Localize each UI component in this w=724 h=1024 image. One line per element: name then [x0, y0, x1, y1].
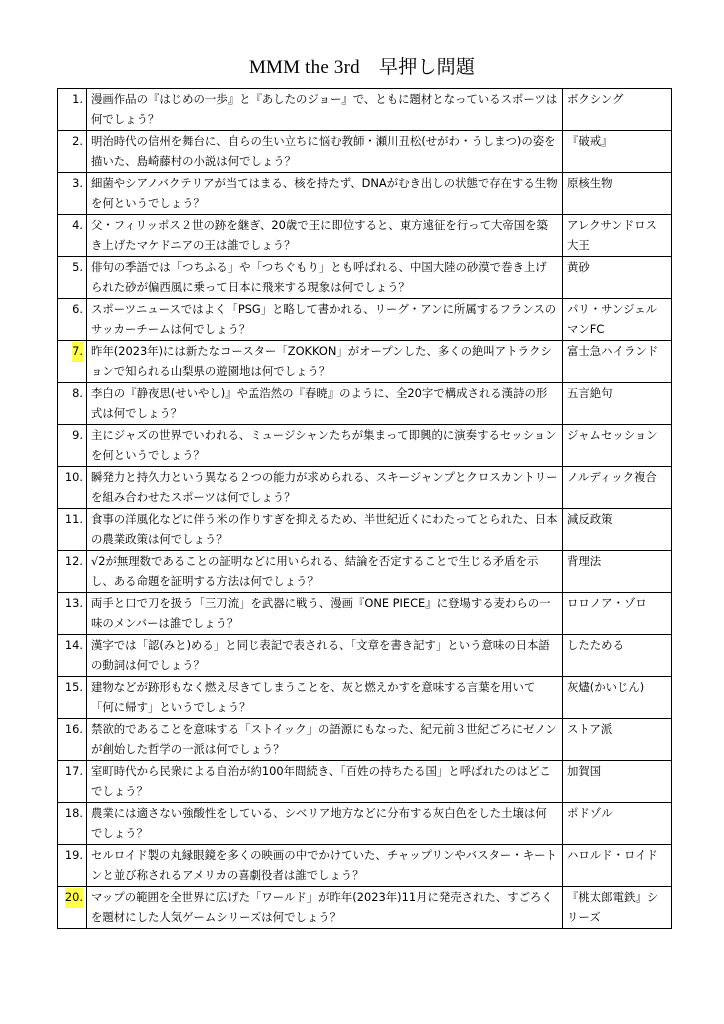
question-number: 5.	[72, 260, 83, 274]
question-number-cell	[58, 299, 87, 341]
question-number: 12.	[64, 554, 83, 568]
question-number-cell	[58, 215, 87, 257]
answer-text: ジャムセッション	[563, 425, 672, 467]
question-row	[58, 845, 672, 887]
question-text: 主にジャズの世界でいわれる、ミュージシャンたちが集まって即興的に演奏するセッションを何というでしょう？	[87, 425, 563, 467]
question-row	[58, 341, 672, 383]
question-text: 俳句の季語では「つちふる」や「つちぐもり」とも呼ばれる、中国大陸の砂漠で巻き上げられた砂が偏西風に乗って日本に飛来する現象は何でしょう？	[87, 257, 563, 299]
question-text: 細菌やシアノバクテリアが当てはまる、核を持たず、DNAがむき出しの状態で存在する生物を何というでしょう？	[87, 173, 563, 215]
question-number: 11.	[64, 512, 83, 526]
answer-text: 五言絶句	[563, 383, 672, 425]
answer-text: 『桃太郎電鉄』シリーズ	[563, 887, 672, 929]
answer-text: ポドゾル	[563, 803, 672, 845]
question-text: 父・フィリッポス２世の跡を継ぎ、20歳で王に即位すると、東方遠征を行って大帝国を築き上げたマケドニアの王は誰でしょう？	[87, 215, 563, 257]
question-row	[58, 215, 672, 257]
question-text: マップの範囲を全世界に広げた「ワールド」が昨年(2023年)11月に発売された、すごろくを題材にした人気ゲームシリーズは何でしょう？	[87, 887, 563, 929]
question-number: 17.	[64, 764, 83, 778]
question-row	[58, 299, 672, 341]
question-row	[58, 551, 672, 593]
question-row	[58, 383, 672, 425]
question-row	[58, 131, 672, 173]
question-number-cell	[58, 467, 87, 509]
quiz-table-body	[58, 89, 672, 929]
question-number: 14.	[64, 638, 83, 652]
question-row	[58, 803, 672, 845]
question-number-cell	[58, 341, 87, 383]
question-number: 19.	[64, 848, 83, 862]
question-text: 禁欲的であることを意味する「ストイック」の語源にもなった、紀元前３世紀ごろにゼノンが創始した哲学の一派は何でしょう？	[87, 719, 563, 761]
question-text: 昨年(2023年)には新たなコースター「ZOKKON」がオープンした、多くの絶叫アトラクションで知られる山梨県の遊園地は何でしょう？	[87, 341, 563, 383]
question-number-cell	[58, 509, 87, 551]
question-number-cell	[58, 425, 87, 467]
question-text: 室町時代から民衆による自治が約100年間続き、「百姓の持ちたる国」と呼ばれたのはどこでしょう？	[87, 761, 563, 803]
answer-text: パリ・サンジェルマンFC	[563, 299, 672, 341]
question-number-cell	[58, 173, 87, 215]
question-number: 3.	[72, 176, 83, 190]
answer-text: 背理法	[563, 551, 672, 593]
question-number: 10.	[64, 470, 83, 484]
question-number: 1.	[72, 92, 83, 106]
question-number: 13.	[64, 596, 83, 610]
question-text: 農業には適さない強酸性をしている、シベリア地方などに分布する灰白色をした土壌は何でしょう？	[87, 803, 563, 845]
question-number-cell	[58, 551, 87, 593]
answer-text: 加賀国	[563, 761, 672, 803]
question-number: 4.	[72, 218, 83, 232]
question-number-cell	[58, 803, 87, 845]
question-number: 7.	[72, 342, 83, 362]
question-number-cell	[58, 635, 87, 677]
question-text: 瞬発力と持久力という異なる２つの能力が求められる、スキージャンプとクロスカントリーを組み合わせたスポーツは何でしょう？	[87, 467, 563, 509]
question-number: 2.	[72, 134, 83, 148]
answer-text: ハロルド・ロイド	[563, 845, 672, 887]
question-number-cell	[58, 677, 87, 719]
question-text: 明治時代の信州を舞台に、自らの生い立ちに悩む教師・瀬川丑松(せがわ・うしまつ)の姿を描いた、島崎藤村の小説は何でしょう？	[87, 131, 563, 173]
question-number-cell	[58, 761, 87, 803]
answer-text: ストア派	[563, 719, 672, 761]
question-number: 15.	[64, 680, 83, 694]
question-row	[58, 425, 672, 467]
page-title: MMM the 3rd 早押し問題	[248, 57, 476, 78]
question-text: 建物などが跡形もなく燃え尽きてしまうことを、灰と燃えかすを意味する言葉を用いて「何に帰す」というでしょう？	[87, 677, 563, 719]
question-text: 食事の洋風化などに伴う米の作りすぎを抑えるため、半世紀近くにわたってとられた、日本の農業政策は何でしょう？	[87, 509, 563, 551]
question-number: 16.	[64, 722, 83, 736]
question-text: 漢字では「認(みと)める」と同じ表記で表される、「文章を書き記す」という意味の日本語の動詞は何でしょう？	[87, 635, 563, 677]
answer-text: 減反政策	[563, 509, 672, 551]
question-row	[58, 173, 672, 215]
question-text: セルロイド製の丸縁眼鏡を多くの映画の中でかけていた、チャップリンやバスター・キートンと並び称されるアメリカの喜劇役者は誰でしょう？	[87, 845, 563, 887]
answer-text: ボクシング	[563, 89, 672, 131]
question-text: 李白の『静夜思(せいやし)』や孟浩然の『春暁』のように、全20字で構成される漢詩の形式は何でしょう？	[87, 383, 563, 425]
answer-text: したためる	[563, 635, 672, 677]
answer-text: 原核生物	[563, 173, 672, 215]
question-number-cell	[58, 131, 87, 173]
question-text: 漫画作品の『はじめの一歩』と『あしたのジョー』で、ともに題材となっているスポーツは何でしょう？	[87, 89, 563, 131]
question-text: √2が無理数であることの証明などに用いられる、結論を否定することで生じる矛盾を示し、ある命題を証明する方法は何でしょう？	[87, 551, 563, 593]
question-row	[58, 257, 672, 299]
question-row	[58, 887, 672, 929]
question-number-cell	[58, 887, 87, 929]
question-row	[58, 761, 672, 803]
answer-text: 灰燼(かいじん)	[563, 677, 672, 719]
quiz-table	[57, 88, 672, 929]
answer-text: アレクサンドロス大王	[563, 215, 672, 257]
question-number-cell	[58, 719, 87, 761]
question-number-cell	[58, 593, 87, 635]
answer-text: 黄砂	[563, 257, 672, 299]
answer-text: ロロノア・ゾロ	[563, 593, 672, 635]
question-number-cell	[58, 257, 87, 299]
question-row	[58, 467, 672, 509]
question-text: 両手と口で刀を扱う「三刀流」を武器に戦う、漫画『ONE PIECE』に登場する麦わらの一味のメンバーは誰でしょう？	[87, 593, 563, 635]
answer-text: 富士急ハイランド	[563, 341, 672, 383]
question-row	[58, 509, 672, 551]
question-number: 20.	[65, 888, 83, 908]
question-number: 6.	[72, 302, 83, 316]
question-row	[58, 677, 672, 719]
question-row	[58, 635, 672, 677]
question-number-cell	[58, 89, 87, 131]
question-number-cell	[58, 845, 87, 887]
question-number: 9.	[72, 428, 83, 442]
question-number: 18.	[64, 806, 83, 820]
question-number-cell	[58, 383, 87, 425]
question-row	[58, 719, 672, 761]
question-row	[58, 89, 672, 131]
question-row	[58, 593, 672, 635]
question-text: スポーツニュースではよく「PSG」と略して書かれる、リーグ・アンに所属するフランスのサッカーチームは何でしょう？	[87, 299, 563, 341]
answer-text: ノルディック複合	[563, 467, 672, 509]
answer-text: 『破戒』	[563, 131, 672, 173]
question-number: 8.	[72, 386, 83, 400]
